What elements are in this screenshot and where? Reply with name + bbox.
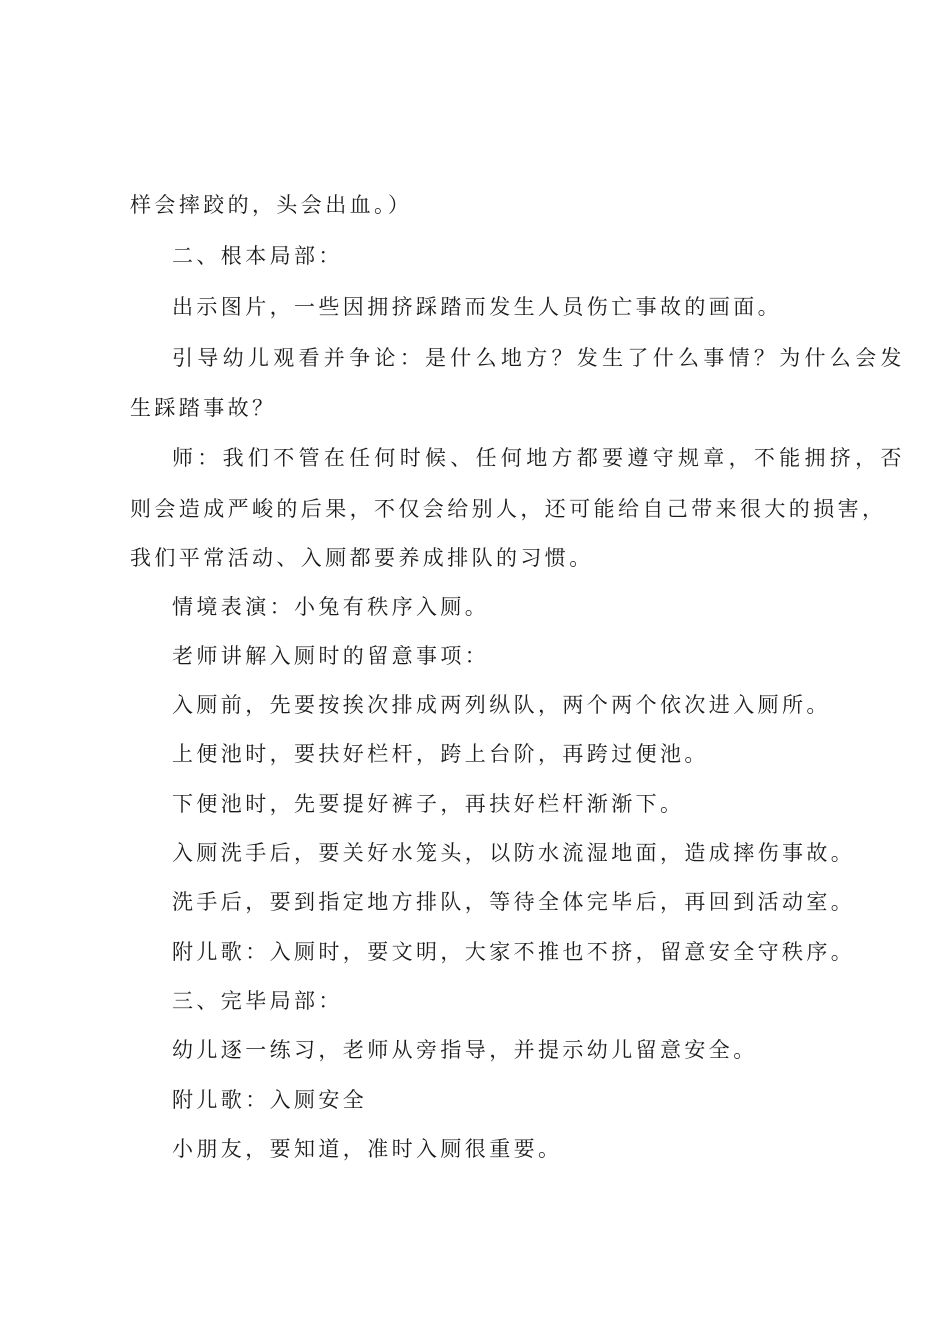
section-heading: 三、完毕局部： — [172, 989, 343, 1013]
paragraph-line: 样会摔跤的，头会出血。） — [130, 193, 413, 217]
paragraph-line: 师：我们不管在任何时候、任何地方都要遵守规章，不能拥挤，否 — [172, 446, 906, 470]
paragraph-line: 生踩踏事故？ — [130, 396, 277, 420]
section-heading: 二、根本局部： — [172, 244, 343, 268]
paragraph-line: 幼儿逐一练习，老师从旁指导，并提示幼儿留意安全。 — [172, 1038, 758, 1062]
paragraph-line: 附儿歌：入厕时，要文明，大家不推也不挤，留意安全守秩序。 — [172, 940, 856, 964]
paragraph-line: 则会造成严峻的后果，不仅会给别人，还可能给自己带来很大的损害， — [130, 497, 887, 521]
paragraph-line: 下便池时，先要提好裤子，再扶好栏杆渐渐下。 — [172, 792, 685, 816]
paragraph-line: 洗手后，要到指定地方排队，等待全体完毕后，再回到活动室。 — [172, 890, 856, 914]
paragraph-line: 引导幼儿观看并争论：是什么地方？发生了什么事情？为什么会发 — [172, 346, 906, 370]
paragraph-line: 上便池时，要扶好栏杆，跨上台阶，再跨过便池。 — [172, 742, 709, 766]
paragraph-line: 我们平常活动、入厕都要养成排队的习惯。 — [130, 546, 594, 570]
paragraph-line: 老师讲解入厕时的留意事项： — [172, 644, 490, 668]
paragraph-line: 小朋友，要知道，准时入厕很重要。 — [172, 1137, 563, 1161]
paragraph-line: 情境表演：小兔有秩序入厕。 — [172, 595, 490, 619]
paragraph-line: 入厕洗手后，要关好水笼头，以防水流湿地面，造成摔伤事故。 — [172, 841, 856, 865]
paragraph-line: 出示图片，一些因拥挤踩踏而发生人员伤亡事故的画面。 — [172, 295, 782, 319]
paragraph-line: 入厕前，先要按挨次排成两列纵队，两个两个依次进入厕所。 — [172, 693, 831, 717]
paragraph-line: 附儿歌：入厕安全 — [172, 1088, 368, 1112]
